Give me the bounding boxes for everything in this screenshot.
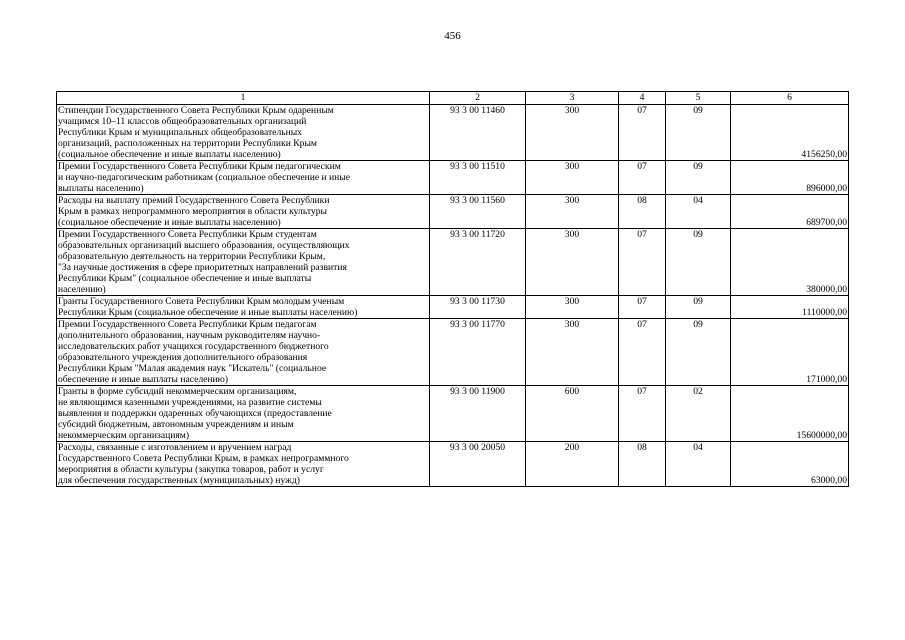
table-row	[57, 442, 849, 487]
header-col-2: 2	[430, 92, 526, 105]
table-row	[57, 105, 849, 161]
row-subsection-cell: 09	[666, 296, 731, 319]
row-sum-cell: 4156250,00	[731, 105, 849, 161]
row-expense-type-cell: 300	[526, 296, 619, 319]
page-number: 456	[444, 30, 461, 42]
row-name-cell	[57, 319, 430, 386]
row-sum-cell: 63000,00	[731, 442, 849, 487]
row-subsection-cell: 02	[666, 386, 731, 442]
header-col-1: 1	[57, 92, 430, 105]
row-expense-type-cell: 300	[526, 195, 619, 229]
row-expense-type-cell: 300	[526, 161, 619, 195]
budget-table	[56, 91, 849, 487]
row-section-cell: 07	[619, 229, 666, 296]
row-section-cell: 07	[619, 319, 666, 386]
row-sum-cell: 171000,00	[731, 319, 849, 386]
row-sum-cell: 1110000,00	[731, 296, 849, 319]
row-subsection-cell: 09	[666, 229, 731, 296]
row-name-cell	[57, 296, 430, 319]
row-sum-cell: 689700,00	[731, 195, 849, 229]
row-name-text: Премии Государственного Совета Республики Крым педагогическим и научно-педагогическим работникам (социальное обеспечение и иные выплаты населению)	[58, 161, 351, 194]
row-section-cell: 08	[619, 195, 666, 229]
row-section-cell: 07	[619, 161, 666, 195]
row-code-cell: 93 3 00 11460	[430, 105, 526, 161]
row-expense-type-cell: 200	[526, 442, 619, 487]
table-row	[57, 319, 849, 386]
row-section-cell: 07	[619, 105, 666, 161]
row-name-cell	[57, 386, 430, 442]
row-code-cell: 93 3 00 11720	[430, 229, 526, 296]
row-code-cell: 93 3 00 11900	[430, 386, 526, 442]
row-name-cell	[57, 442, 430, 487]
row-name-cell	[57, 105, 430, 161]
header-col-6: 6	[731, 92, 849, 105]
row-sum-cell: 15600000,00	[731, 386, 849, 442]
row-name-text: Гранты в форме субсидий некоммерческим организациям, не являющимся казенными учреждениями, на развитие системы выявления и поддержки одаренных обучающихся (предоставление субсидий бюджетным, автономным учреждениям и иным некоммерческим организациям)	[58, 386, 332, 441]
row-code-cell: 93 3 00 11730	[430, 296, 526, 319]
row-name-text: Премии Государственного Совета Республики Крым педагогам дополнительного образования, научным руководителям научно- исследовательских работ учащихся государственного бюджетного образовательного учреждения дополнительного образования Республики Крым "Малая академия наук "Искатель" (социальное обеспечение и иные выплаты населению)	[58, 319, 329, 385]
row-subsection-cell: 04	[666, 195, 731, 229]
row-code-cell: 93 3 00 11510	[430, 161, 526, 195]
table-row	[57, 229, 849, 296]
row-expense-type-cell: 300	[526, 319, 619, 386]
row-name-text: Стипендии Государственного Совета Республики Крым одаренным учащимся 10–11 классов общеобразовательных организаций Республики Крым и муниципальных общеобразовательных организаций, расположенных на территории Республики Крым (социальное обеспечение и иные выплаты населению)	[58, 105, 334, 160]
row-subsection-cell: 09	[666, 319, 731, 386]
row-name-text: Расходы, связанные с изготовлением и вручением наград Государственного Совета Республики Крым, в рамках непрограммного мероприятия в области культуры (закупка товаров, работ и услуг для обеспечения государственных (муниципальных) нужд)	[58, 442, 349, 486]
header-col-4: 4	[619, 92, 666, 105]
row-name-text: Расходы на выплату премий Государственного Совета Республики Крым в рамках непрограммного мероприятия в области культуры (социальное обеспечение и иные выплаты населению)	[58, 195, 330, 228]
row-sum-cell: 380000,00	[731, 229, 849, 296]
row-name-text: Гранты Государственного Совета Республики Крым молодым ученым Республики Крым (социальное обеспечение и иные выплаты населению)	[58, 296, 358, 318]
row-code-cell: 93 3 00 11770	[430, 319, 526, 386]
row-code-cell: 93 3 00 11560	[430, 195, 526, 229]
table-header-row	[57, 92, 849, 105]
row-subsection-cell: 04	[666, 442, 731, 487]
header-col-3: 3	[526, 92, 619, 105]
table-row	[57, 386, 849, 442]
row-name-cell	[57, 195, 430, 229]
table-row	[57, 195, 849, 229]
table-row	[57, 296, 849, 319]
row-section-cell: 08	[619, 442, 666, 487]
row-subsection-cell: 09	[666, 105, 731, 161]
row-expense-type-cell: 300	[526, 229, 619, 296]
row-sum-cell: 896000,00	[731, 161, 849, 195]
row-expense-type-cell: 600	[526, 386, 619, 442]
row-name-text: Премии Государственного Совета Республики Крым студентам образовательных организаций высшего образования, осуществляющих образовательную деятельность на территории Республики Крым, "За научные достижения в сфере приоритетных направлений развития Республики Крым" (социальное обеспечение и иные выплаты населению)	[58, 229, 350, 295]
row-expense-type-cell: 300	[526, 105, 619, 161]
row-name-cell	[57, 161, 430, 195]
header-col-5: 5	[666, 92, 731, 105]
table-row	[57, 161, 849, 195]
row-name-cell	[57, 229, 430, 296]
row-subsection-cell: 09	[666, 161, 731, 195]
row-code-cell: 93 3 00 20050	[430, 442, 526, 487]
row-section-cell: 07	[619, 386, 666, 442]
row-section-cell: 07	[619, 296, 666, 319]
